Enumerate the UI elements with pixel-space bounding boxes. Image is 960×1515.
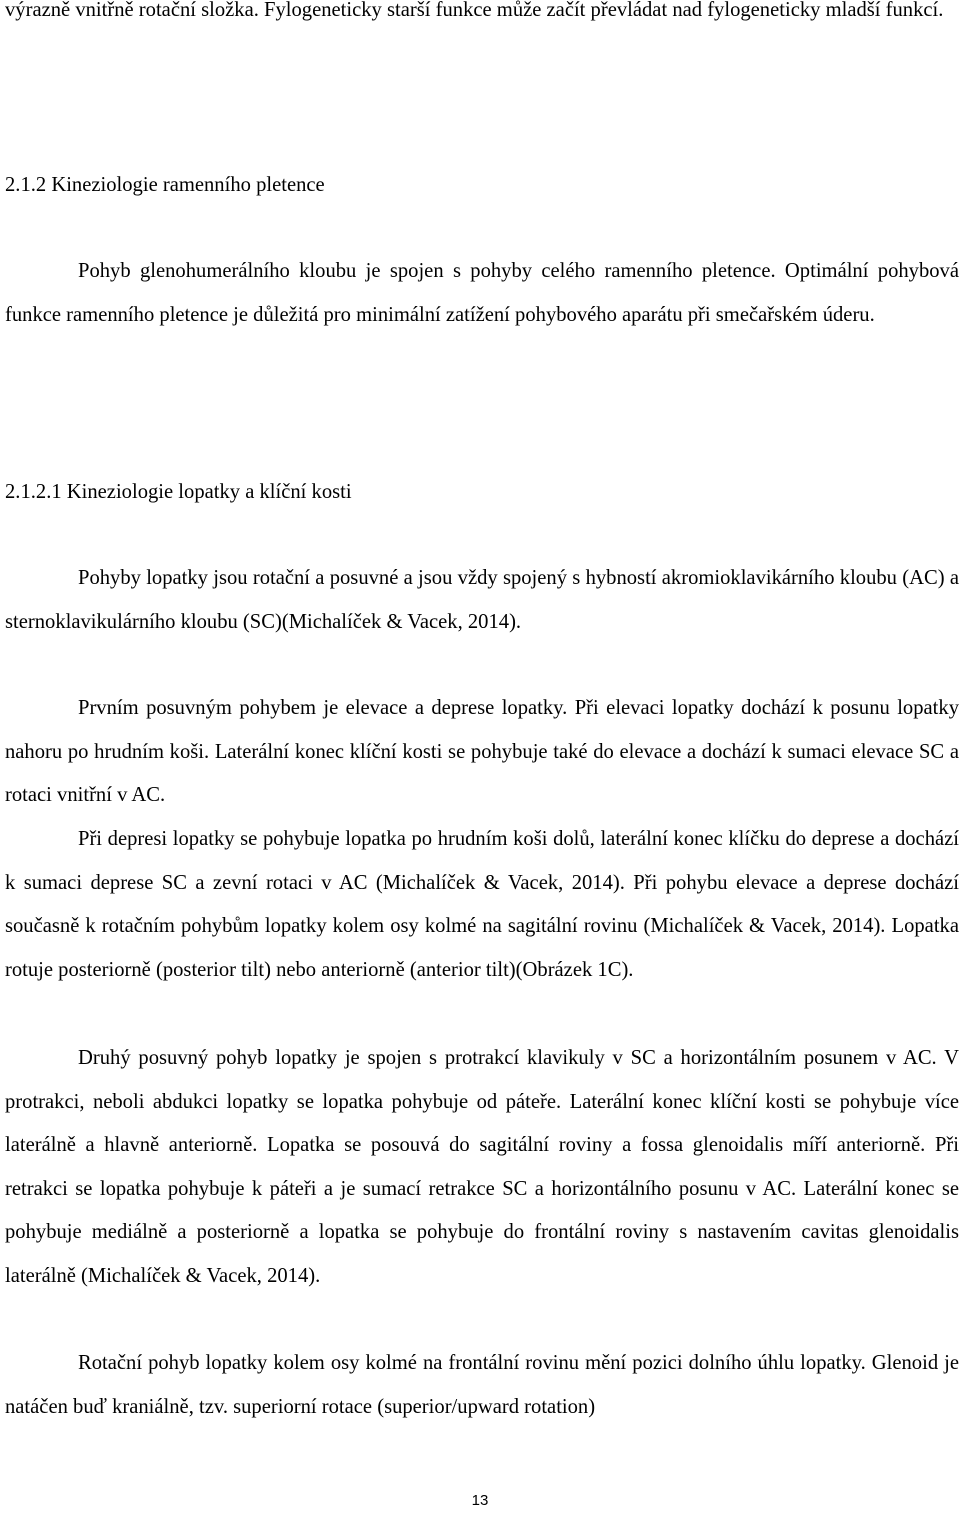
- paragraph-intro-continuation: výrazně vnitřně rotační složka. Fylogeneticky starší funkce může začít převládat nad fylogeneticky mladší funkcí.: [5, 0, 944, 21]
- paragraph-rotacni-pohyb: Rotační pohyb lopatky kolem osy kolmé na frontální rovinu mění pozici dolního úhlu lopatky. Glenoid je natáčen buď kraniálně, tzv. superiorní rotace (superior/upward rotation): [5, 1352, 959, 1418]
- paragraph-glenohumeral: Pohyb glenohumerálního kloubu je spojen s pohyby celého ramenního pletence. Optimální pohybová funkce ramenního pletence je důležitá pro minimální zatížení pohybového aparátu při smečařském úderu.: [5, 260, 959, 326]
- paragraph-pohyby-lopatky: Pohyby lopatky jsou rotační a posuvné a jsou vždy spojený s hybností akromioklavikárního kloubu (AC) a sternoklavikulárního kloubu (SC)(Michalíček & Vacek, 2014).: [5, 567, 959, 633]
- subsection-heading-kineziologie-lopatky: 2.1.2.1 Kineziologie lopatky a klíční kosti: [5, 481, 352, 503]
- page-number: 13: [471, 1492, 489, 1509]
- paragraph-protrakce: Druhý posuvný pohyb lopatky je spojen s protrakcí klavikuly v SC a horizontálním posunem v AC. V protrakci, neboli abdukci lopatky se lopatka pohybuje od páteře. Laterální konec klíční kosti se pohybuje více laterálně a hlavně anteriorně. Lopatka se posouvá do sagitální roviny a fossa glenoidalis míří anteriorně. Při retrakci se lopatka pohybuje k páteři a je sumací retrakce SC a horizontálního posunu v AC. Laterální konec se pohybuje mediálně a posteriorně a lopatka se pohybuje do frontální roviny s nastavením cavitas glenoidalis laterálně (Michalíček & Vacek, 2014).: [5, 1047, 959, 1287]
- paragraph-deprese-lopatky: Při depresi lopatky se pohybuje lopatka po hrudním koši dolů, laterální konec klíčku do deprese a dochází k sumaci deprese SC a zevní rotaci v AC (Michalíček & Vacek, 2014). Při pohybu elevace a deprese dochází současně k rotačním pohybům lopatky kolem osy kolmé na sagitální rovinu (Michalíček & Vacek, 2014). Lopatka rotuje posteriorně (posterior tilt) nebo anteriorně (anterior tilt)(Obrázek 1C).: [5, 828, 959, 981]
- paragraph-elevace-deprese: Prvním posuvným pohybem je elevace a deprese lopatky. Při elevaci lopatky dochází k posunu lopatky nahoru po hrudním koši. Laterální konec klíční kosti se pohybuje také do elevace a dochází k sumaci elevace SC a rotaci vnitřní v AC.: [5, 697, 959, 806]
- section-heading-kineziologie-ramenniho-pletence: 2.1.2 Kineziologie ramenního pletence: [5, 174, 325, 196]
